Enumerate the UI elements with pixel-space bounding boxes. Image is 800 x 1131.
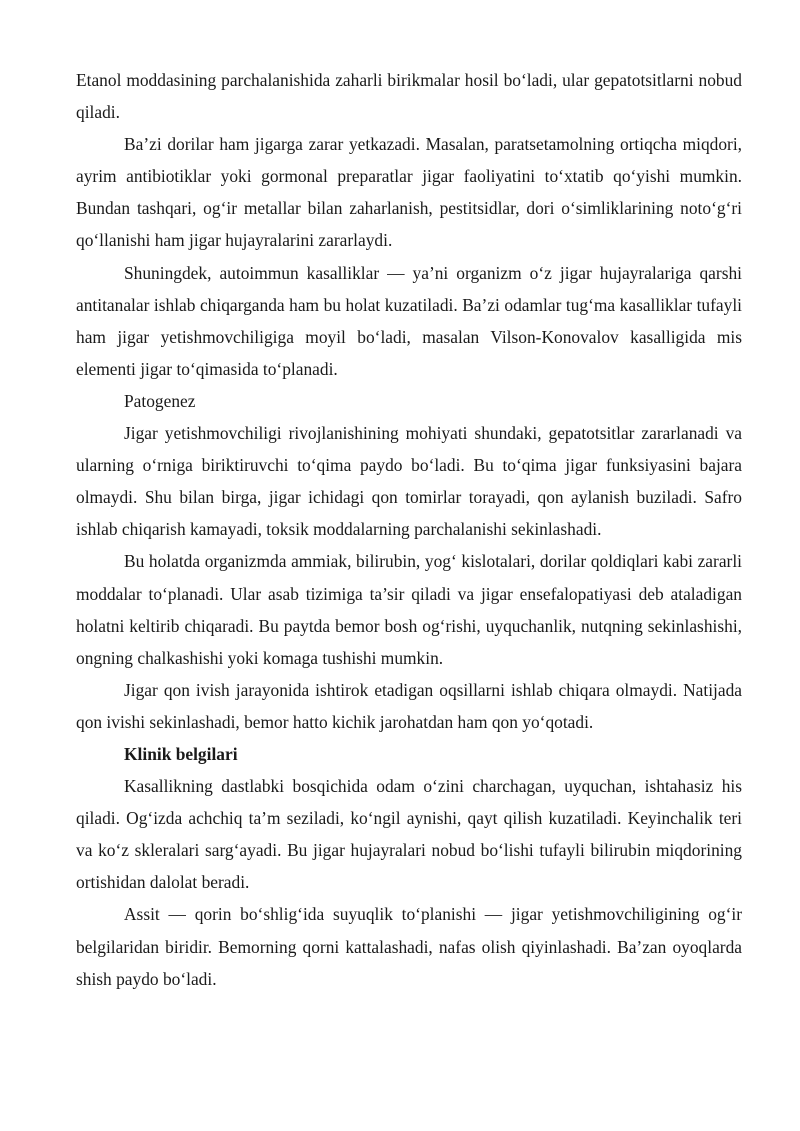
paragraph-dastlabki-bosqich: Kasallikning dastlabki bosqichida odam o‘zini charchagan, uyquchan, ishtahasiz his qiladi. Og‘izda achchiq ta’m seziladi, ko‘ngil aynishi, qayt qilish kuzatiladi. Keyinchalik teri va ko‘z skleralari sarg‘ayadi. Bu jigar hujayralari nobud bo‘lishi tufayli bilirubin miqdorining ortishidan dalolat beradi. xyxy=(76,776,742,893)
paragraph-qon-ivish: Jigar qon ivish jarayonida ishtirok etadigan oqsillarni ishlab chiqara olmaydi. Natijada qon ivishi sekinlashadi, bemor hatto kichik jarohatdan ham qon yo‘qotadi. xyxy=(76,679,742,732)
paragraph-dorilar: Ba’zi dorilar ham jigarga zarar yetkazadi. Masalan, paratsetamolning ortiqcha miqdori, ayrim antibiotiklar yoki gormonal preparatlar jigar faoliyatini to‘xtatib qo‘yishi mumkin. Bundan tashqari, og‘ir metallar bilan zaharlanish, pestitsidlar, dori o‘simliklarining noto‘g‘ri qo‘llanishi ham jigar hujayralarini zararlaydi. xyxy=(76,134,742,251)
paragraph-patogenez-mohiyat: Jigar yetishmovchiligi rivojlanishining mohiyati shundaki, gepatotsitlar zararlanadi va ularning o‘rniga biriktiruvchi to‘qima paydo bo‘ladi. Bu to‘qima jigar funksiyasini bajara olmaydi. Shu bilan birga, jigar ichidagi qon tomirlar torayadi, qon aylanish buziladi. Safro ishlab chiqarish kamayadi, toksik moddalarning parchalanishi sekinlashadi. xyxy=(76,423,742,540)
paragraph-etanol: Etanol moddasining parchalanishida zaharli birikmalar hosil bo‘ladi, ular gepatotsitlarni nobud qiladi. xyxy=(76,70,742,123)
document-page xyxy=(76,64,742,995)
paragraph-autoimmun: Shuningdek, autoimmun kasalliklar — ya’ni organizm o‘z jigar hujayralariga qarshi antitanalar ishlab chiqarganda ham bu holat kuzatiladi. Ba’zi odamlar tug‘ma kasalliklar tufayli ham jigar yetishmovchiligiga moyil bo‘ladi, masalan Vilson-Konovalov kasalligida mis elementi jigar to‘qimasida to‘planadi. xyxy=(76,262,742,379)
paragraph-ensefalopatiya: Bu holatda organizmda ammiak, bilirubin, yog‘ kislotalari, dorilar qoldiqlari kabi zararli moddalar to‘planadi. Ular asab tizimiga ta’sir qiladi va jigar ensefalopatiyasi deb ataladigan holatni keltirib chiqaradi. Bu paytda bemor bosh og‘rishi, uyquchanlik, nutqning sekinlashishi, ongning chalkashishi yoki komaga tushishi mumkin. xyxy=(76,551,742,668)
section-label-patogenez: Patogenez xyxy=(124,390,196,411)
heading-klinik-belgilari: Klinik belgilari xyxy=(124,743,238,764)
paragraph-assit: Assit — qorin bo‘shlig‘ida suyuqlik to‘planishi — jigar yetishmovchiligining og‘ir belgilaridan biridir. Bemorning qorni kattalashadi, nafas olish qiyinlashadi. Ba’zan oyoqlarda shish paydo bo‘ladi. xyxy=(76,904,742,989)
